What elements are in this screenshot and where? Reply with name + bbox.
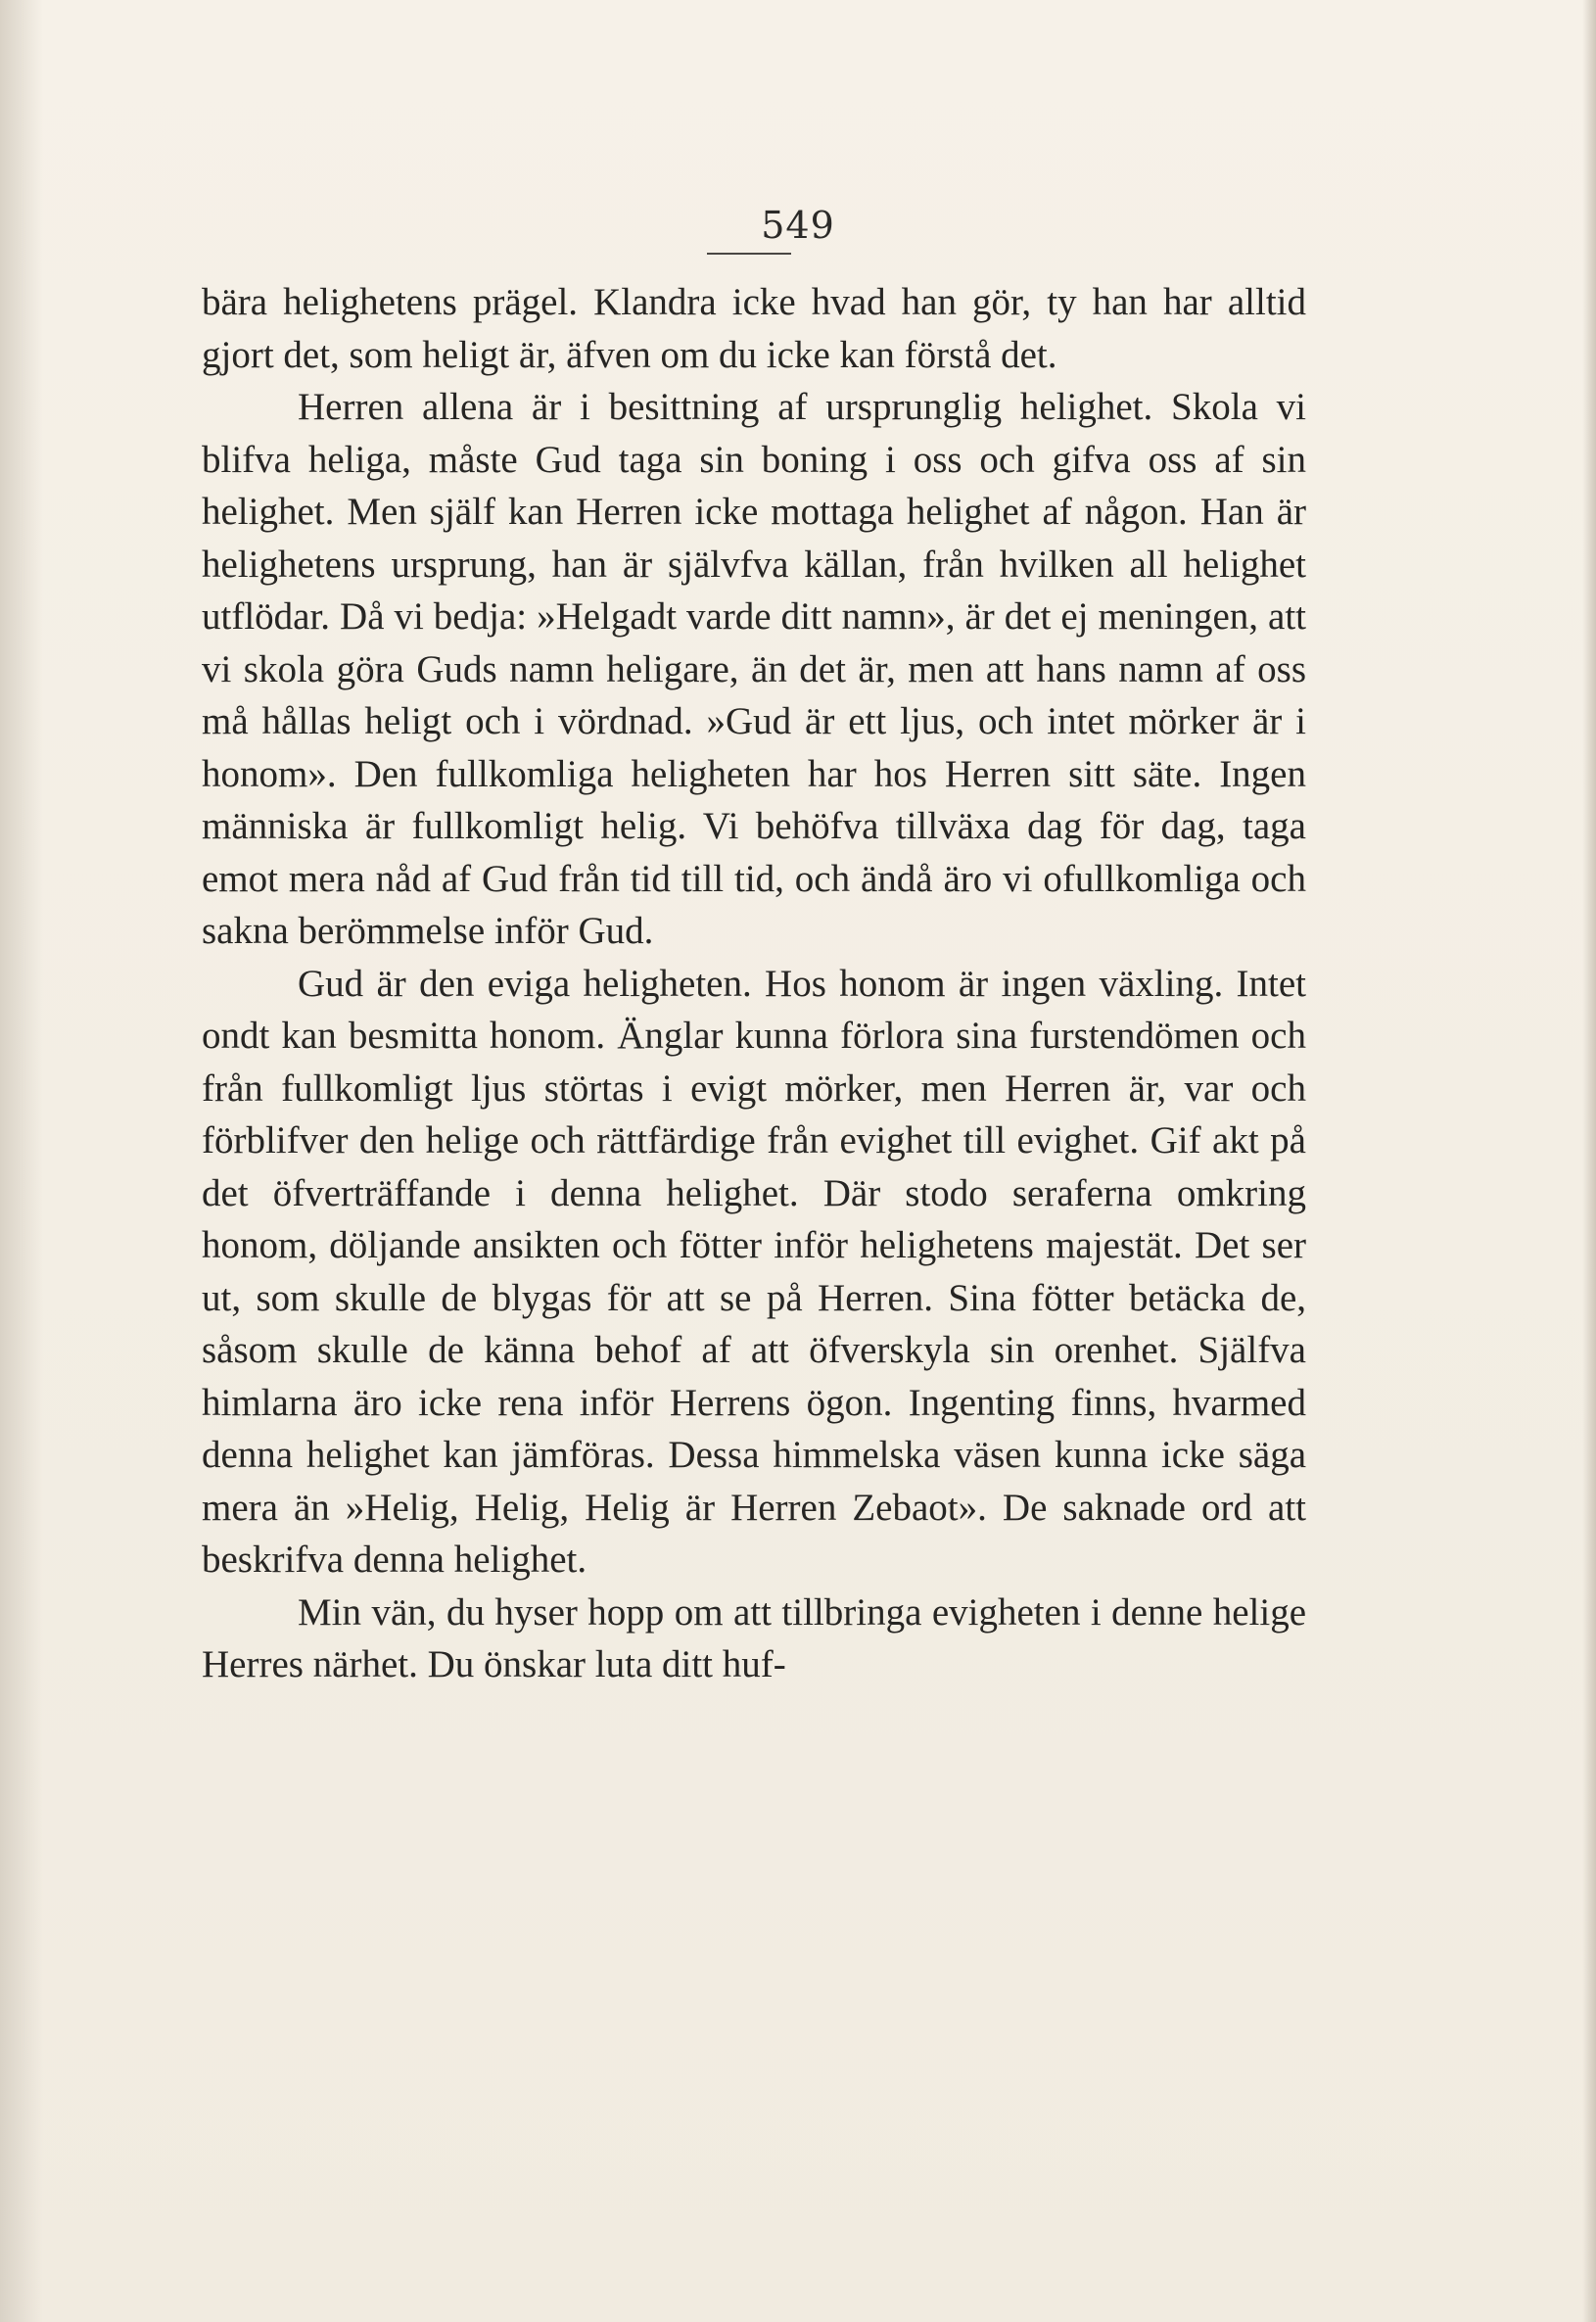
page-number-rule [707, 253, 791, 255]
body-text [202, 276, 1306, 1691]
paragraph-4: Min vän, du hyser hopp om att tillbringa evigheten i denne helige Herres närhet. Du önskar luta ditt huf- [202, 1590, 1306, 1685]
page-left-edge-shadow [0, 0, 43, 2322]
paragraph-3: Gud är den eviga heligheten. Hos honom är ingen växling. Intet ondt kan besmitta honom. Änglar kunna förlora sina furstendömen och från fullkomligt ljus störtas i evigt mörker, men Herren är, var och förblifver den helige och rättfärdige från evighet till evighet. Gif akt på det öfverträffande i denna helighet. Där stodo seraferna omkring honom, döljande ansikten och fötter inför helighetens majestät. Det ser ut, som skulle de blygas för att se på Herren. Sina fötter betäcka de, såsom skulle de känna behof af att öfverskyla sin orenhet. Själfva himlarna äro icke rena inför Herrens ögon. Ingenting finns, hvarmed denna helighet kan jämföras. Dessa himmelska väsen kunna icke säga mera än »Helig, Helig, Helig är Herren Zebaot». De saknade ord att beskrifva denna helighet. [202, 962, 1306, 1581]
page-right-edge-shadow [1582, 0, 1596, 2322]
page-number: 549 [761, 204, 835, 247]
paragraph-1: bära helighetens prägel. Klandra icke hvad han gör, ty han har alltid gjort det, som heligt är, äfven om du icke kan förstå det. [202, 281, 1306, 376]
paragraph-2: Herren allena är i besittning af ursprunglig helighet. Skola vi blifva heliga, måste Gud taga sin boning i oss och gifva oss af sin helighet. Men själf kan Herren icke mottaga helighet af någon. Han är helighetens ursprung, han är självfva källan, från hvilken all helighet utflödar. Då vi bedja: »Helgadt varde ditt namn», är det ej meningen, att vi skola göra Guds namn heligare, än det är, men att hans namn af oss må hållas heligt och i vördnad. »Gud är ett ljus, och intet mörker är i honom». Den fullkomliga heligheten har hos Herren sitt säte. Ingen människa är fullkomligt helig. Vi behöfva tillväxa dag för dag, taga emot mera nåd af Gud från tid till tid, och ändå äro vi ofullkomliga och sakna berömmelse inför Gud. [202, 386, 1306, 952]
